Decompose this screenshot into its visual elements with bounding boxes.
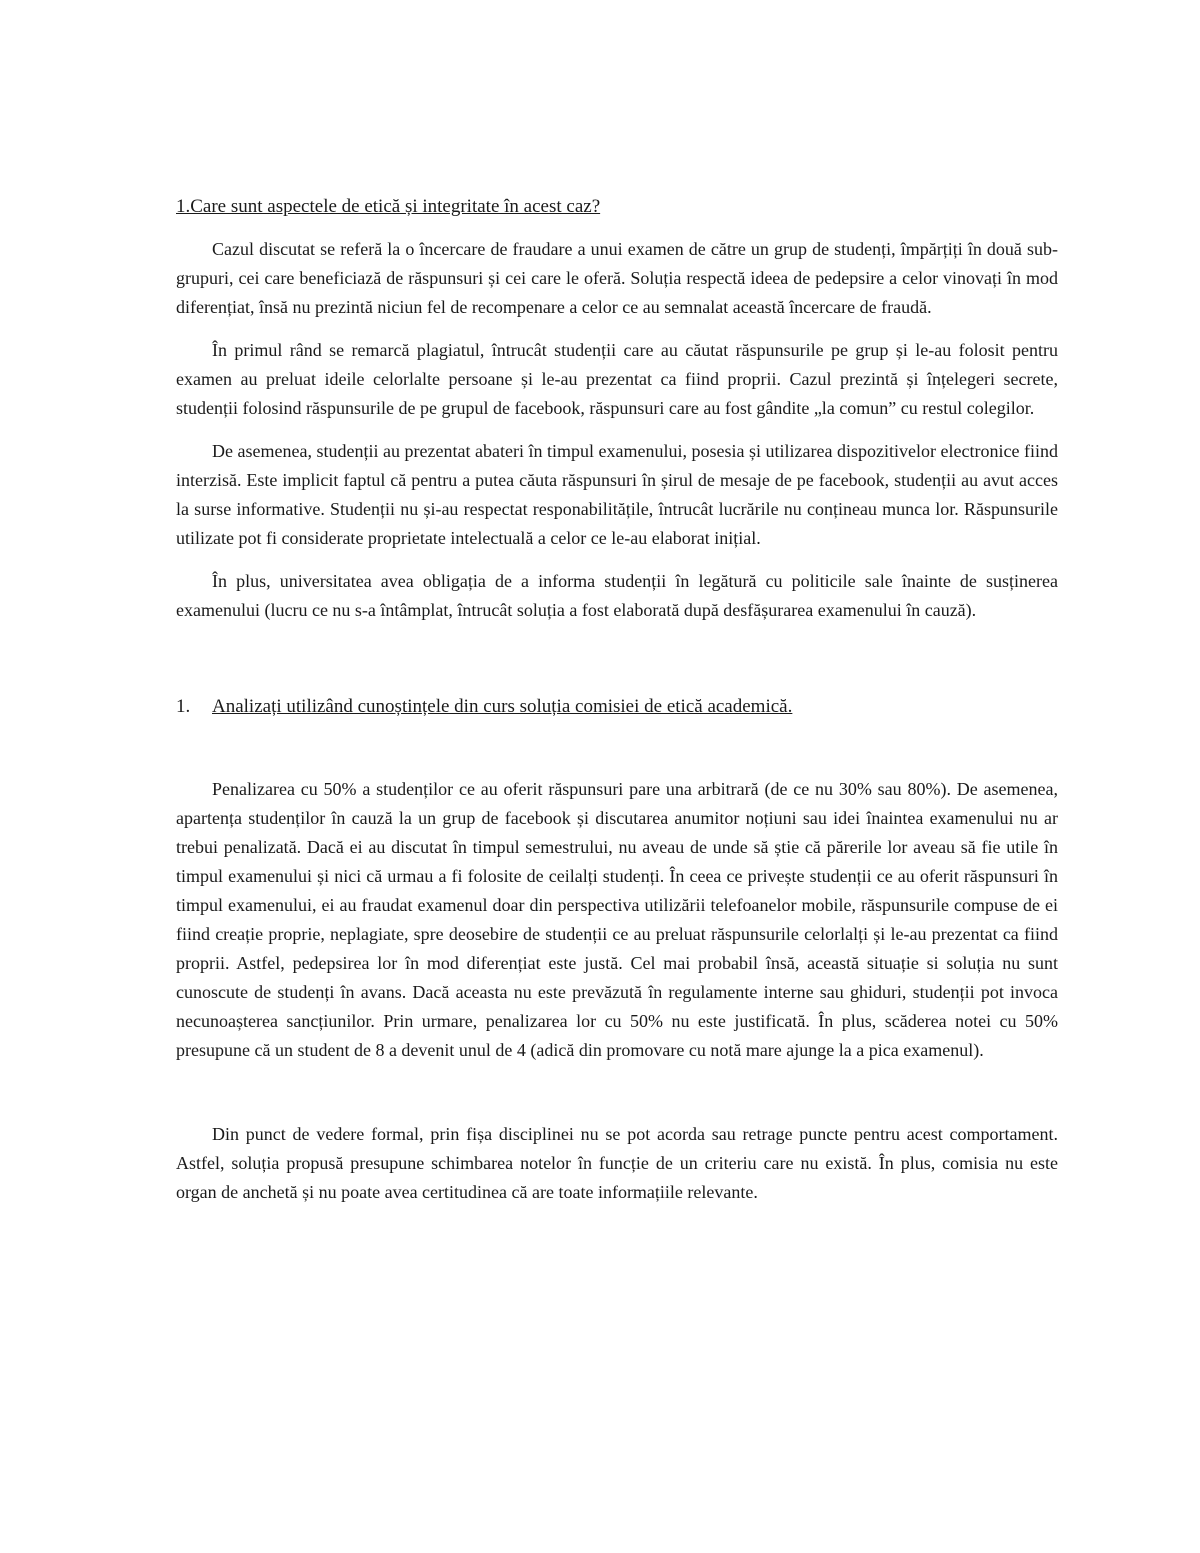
section2-heading-text: Analizați utilizând cunoștințele din curs soluția comisiei de etică academică. bbox=[212, 696, 793, 717]
section1-paragraph-1: Cazul discutat se referă la o încercare de fraudare a unui examen de către un grup de studenți, împărțiți în două sub-grupuri, cei care beneficiază de răspunsuri și cei care le oferă. Soluția respectă ideea de pedepsire a celor vinovați în mod diferențiat, însă nu prezintă niciun fel de recompenare a celor ce au semnalat această încercare de fraudă. bbox=[176, 239, 1058, 317]
section1-paragraph-3: De asemenea, studenții au prezentat abateri în timpul examenului, posesia și utilizarea dispozitivelor electronice fiind interzisă. Este implicit faptul că pentru a putea căuta răspunsuri în șirul de mesaje de pe facebook, studenții au avut acces la surse informative. Studenții nu și-au respectat responabilitățile, întrucât lucrările nu conțineau munca lor. Răspunsurile utilizate pot fi considerate proprietate intelectuală a celor ce le-au elaborat inițial. bbox=[176, 441, 1058, 548]
section2-number: 1. bbox=[176, 696, 191, 717]
section1-paragraph-2: În primul rând se remarcă plagiatul, întrucât studenții care au căutat răspunsurile pe grup și le-au folosit pentru examen au preluat ideile celorlalte persoane și le-au prezentat ca fiind proprii. Cazul prezintă și înțelegeri secrete, studenții folosind răspunsurile de pe grupul de facebook, răspunsuri care au fost gândite „la comun” cu restul colegilor. bbox=[176, 340, 1058, 418]
section2-heading bbox=[176, 692, 1058, 721]
section2-paragraph-2: Din punct de vedere formal, prin fișa disciplinei nu se pot acorda sau retrage puncte pentru acest comportament. Astfel, soluția propusă presupune schimbarea notelor în funcție de un criteriu care nu există. În plus, comisia nu este organ de anchetă și nu poate avea certitudinea că are toate informațiile relevante. bbox=[176, 1124, 1058, 1202]
document-body bbox=[176, 192, 1058, 1221]
section1-heading: 1.Care sunt aspectele de etică și integritate în acest caz? bbox=[176, 196, 601, 217]
section1-paragraph-4: În plus, universitatea avea obligația de a informa studenții în legătură cu politicile sale înainte de susținerea examenului (lucru ce nu s-a întâmplat, întrucât soluția a fost elaborată după desfășurarea examenului în cauză). bbox=[176, 571, 1058, 620]
section2-paragraph-1: Penalizarea cu 50% a studenților ce au oferit răspunsuri pare una arbitrară (de ce nu 30% sau 80%). De asemenea, apartența studenților în cauză la un grup de facebook și discutarea anumitor noțiuni sau idei înaintea examenului nu ar trebui penalizată. Dacă ei au discutat în timpul semestrului, nu aveau de unde să știe că părerile lor aveau să fie utile în timpul examenului și nici că urmau a fi folosite de ceilalți studenți. În ceea ce privește studenții ce au oferit răspunsuri în timpul examenului, ei au fraudat examenul doar din perspectiva utilizării telefoanelor mobile, răspunsurile compuse de ei fiind creație proprie, neplagiate, spre deosebire de studenții ce au preluat răspunsurile celorlalți și le-au prezentat ca fiind proprii. Astfel, pedepsirea lor în mod diferențiat este justă. Cel mai probabil însă, această situație si soluția nu sunt cunoscute de studenți în avans. Dacă aceasta nu este prevăzută în regulamente interne sau ghiduri, studenții pot invoca necunoașterea sancțiunilor. Prin urmare, penalizarea lor cu 50% nu este justificată. În plus, scăderea notei cu 50% presupune că un student de 8 a devenit unul de 4 (adică din promovare cu notă mare ajunge la a pica examenul). bbox=[176, 779, 1058, 1060]
